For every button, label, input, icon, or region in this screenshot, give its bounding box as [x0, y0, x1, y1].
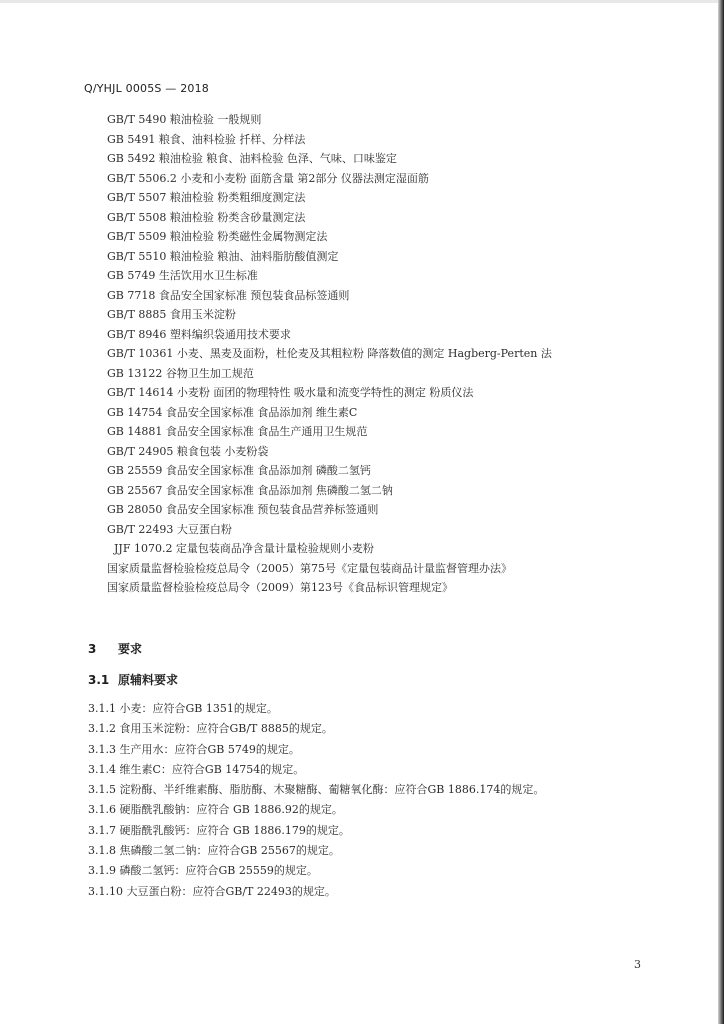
requirement-item: 3.1.6 硬脂酰乳酸钠：应符合 GB 1886.92的规定。 [88, 803, 343, 817]
requirement-item: 3.1.8 焦磷酸二氢二钠：应符合GB 25567的规定。 [88, 844, 340, 858]
scan-edge-top [0, 0, 724, 3]
section-number: 3 [88, 642, 97, 656]
reference-item: GB/T 5507 粮油检验 粉类粗细度测定法 [107, 191, 306, 204]
reference-item: GB 5492 粮油检验 粮食、油料检验 色泽、气味、口味鉴定 [107, 152, 397, 165]
requirement-item: 3.1.5 淀粉酶、半纤维素酶、脂肪酶、木聚糖酶、葡糖氧化酶：应符合GB 1886.174的规定。 [88, 783, 545, 797]
reference-item: 国家质量监督检验检疫总局令（2009）第123号《食品标识管理规定》 [107, 581, 453, 594]
reference-item: GB 13122 谷物卫生加工规范 [107, 366, 254, 380]
requirement-item: 3.1.4 维生素C：应符合GB 14754的规定。 [88, 762, 305, 776]
page-number: 3 [634, 958, 641, 971]
requirement-item: 3.1.2 食用玉米淀粉：应符合GB/T 8885的规定。 [88, 722, 333, 736]
reference-item: GB/T 14614 小麦粉 面团的物理特性 吸水量和流变学特性的测定 粉质仪法 [107, 386, 474, 399]
section-title: 要求 [118, 642, 143, 656]
normative-references-list [107, 110, 667, 598]
reference-item: GB/T 5510 粮油检验 粮油、油料脂肪酸值测定 [107, 249, 339, 263]
reference-item: GB/T 8946 塑料编织袋通用技术要求 [107, 327, 291, 341]
requirement-item: 3.1.9 磷酸二氢钙：应符合GB 25559的规定。 [88, 864, 318, 878]
reference-item: GB/T 22493 大豆蛋白粉 [107, 522, 232, 536]
reference-item: GB/T 24905 粮食包装 小麦粉袋 [107, 444, 269, 458]
reference-item: GB 25567 食品安全国家标准 食品添加剂 焦磷酸二氢二钠 [107, 483, 393, 497]
reference-item: JJF 1070.2 定量包装商品净含量计量检验规则小麦粉 [114, 542, 374, 555]
requirement-item: 3.1.3 生产用水：应符合GB 5749的规定。 [88, 742, 300, 756]
reference-item: GB 14881 食品安全国家标准 食品生产通用卫生规范 [107, 425, 368, 438]
subsection-heading [88, 671, 178, 688]
reference-item: GB 25559 食品安全国家标准 食品添加剂 磷酸二氢钙 [107, 464, 371, 477]
requirement-item: 3.1.1 小麦：应符合GB 1351的规定。 [88, 702, 278, 715]
reference-item: GB 28050 食品安全国家标准 预包装食品营养标签通则 [107, 503, 379, 516]
requirements-list [88, 699, 678, 902]
scan-edge-right [718, 0, 724, 1024]
reference-item: GB 5749 生活饮用水卫生标准 [107, 269, 258, 282]
reference-item: GB 7718 食品安全国家标准 预包装食品标签通则 [107, 288, 350, 302]
reference-item: GB/T 10361 小麦、黑麦及面粉，杜伦麦及其粗粒粉 降落数值的测定 Hagberg-Perten 法 [107, 347, 552, 360]
reference-item: GB 5491 粮食、油料检验 扦样、分样法 [107, 132, 306, 146]
reference-item: GB 14754 食品安全国家标准 食品添加剂 维生素C [107, 405, 358, 419]
requirement-item: 3.1.7 硬脂酰乳酸钙：应符合 GB 1886.179的规定。 [88, 823, 350, 837]
subsection-number: 3.1 [88, 673, 110, 687]
reference-item: GB/T 8885 食用玉米淀粉 [107, 308, 236, 321]
document-code: Q/YHJL 0005S — 2018 [84, 82, 209, 95]
reference-item: GB/T 5509 粮油检验 粉类磁性金属物测定法 [107, 230, 328, 243]
section-heading [88, 640, 142, 657]
reference-item: GB/T 5490 粮油检验 一般规则 [107, 113, 262, 126]
subsection-title: 原辅料要求 [118, 673, 179, 687]
reference-item: GB/T 5508 粮油检验 粉类含砂量测定法 [107, 210, 306, 224]
requirement-item: 3.1.10 大豆蛋白粉：应符合GB/T 22493的规定。 [88, 884, 336, 898]
reference-item: 国家质量监督检验检疫总局令（2005）第75号《定量包装商品计量监督管理办法》 [107, 561, 512, 575]
reference-item: GB/T 5506.2 小麦和小麦粉 面筋含量 第2部分 仪器法测定湿面筋 [107, 171, 429, 185]
